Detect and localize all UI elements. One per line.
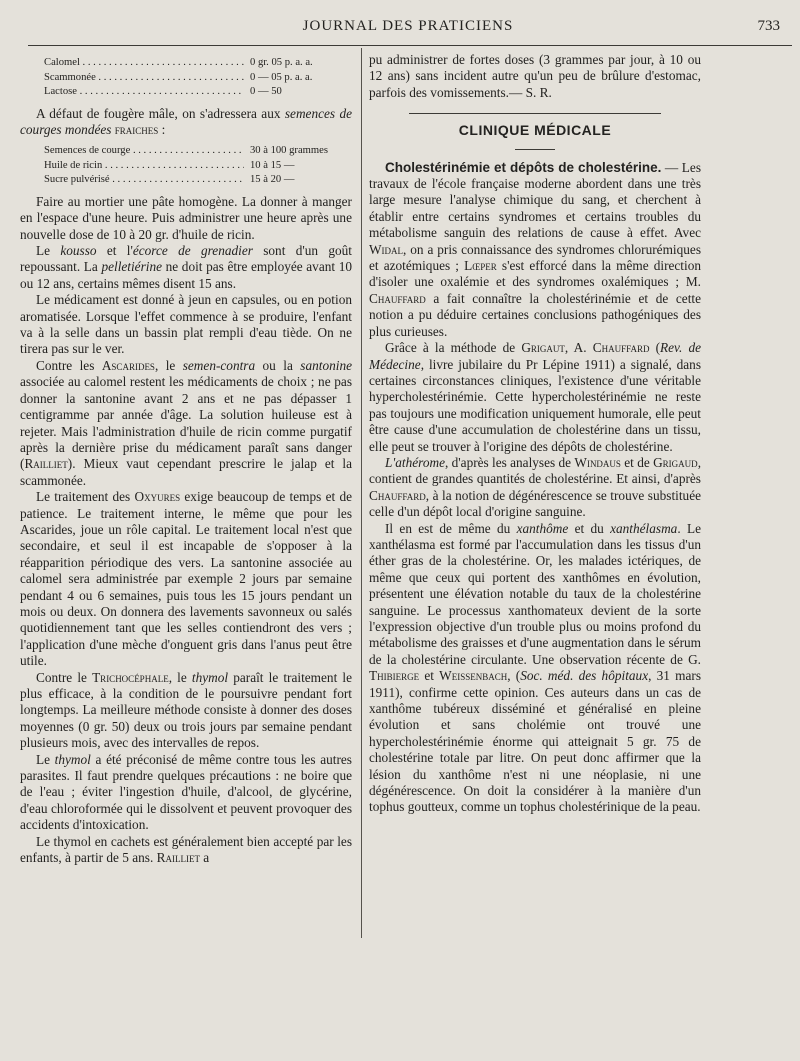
paragraph: Le kousso et l'écorce de grenadier sont d'un goût repoussant. La pelletiérine ne doit pas être employée avant 10 ou 12 ans, certains mêmes disent 15 ans. xyxy=(20,243,352,291)
column-divider xyxy=(361,48,362,938)
paragraph: Le thymol a été préconisé de même contre tous les autres parasites. Il faut prendre quelques précautions : ne boire que de l'eau ; éviter l'ingestion d'huile, d'alcool, de glycérine, d'eau chloroformée qui le dissolvent et peuvent provoquer des accidents d'intoxication. xyxy=(20,751,352,833)
recipe-quantity: 0 — 50 xyxy=(250,86,282,97)
paragraph: Contre les Ascarides, le semen-contra ou la santonine associée au calomel restent les médicaments de choix ; ne pas donner la santonine avant 2 ans et ne pas dépasser 1 centigramme par année d'âge. La solution huileuse est à rejeter. Mais l'administration d'huile de ricin comme purgatif après la dernière prise du médicament paraît sans danger (Railliet). Mieux vaut cependant prescrire le jalap et la scammonée. xyxy=(20,357,353,488)
article-title: Cholestérinémie et dépôts de cholestérine. xyxy=(385,159,662,175)
recipe-row xyxy=(20,144,352,159)
paragraph: Le médicament est donné à jeun en capsules, ou en potion aromatisée. Lorsque l'effet commence à se produire, l'enfant va à la selle dans un bassin plat rempli d'eau tiède. On ne tirera pas sur le ver. xyxy=(20,292,352,357)
prescription-calomel xyxy=(20,56,352,100)
recipe-quantity: 15 à 20 — xyxy=(250,174,295,186)
paragraph: Grâce à la méthode de Grigaut, A. Chauffard (Rev. de Médecine, livre jubilaire du Pr Lépine 1911) a signalé, dans certaines circonstances cliniques, l'existence d'une véritable hypercholestérinémie. Cette hypercholestérinémie ne reste pas toujours une modification uniquement humorale, elle peut être cause d'une accumulation de cholestérine dans un tissu, elle peut se trouver à l'origine des dépôts de cholestérine. xyxy=(369,340,701,454)
prescription-courge xyxy=(20,144,352,188)
running-header xyxy=(28,18,788,40)
paragraph: Cholestérinémie et dépôts de cholestérine. — Les travaux de l'école française moderne abordent dans une très large mesure l'analyse chimique du sang, et cherchent à établir entre certains syndromes et certains troubles du métabolisme sanguin des relations de cause à effet. Avec Widal, on a pris connaissance des syndromes chlorurémiques et azotémiques ; Lœper s'est efforcé dans la même direction d'isoler une oxalémie et des syndromes oxalémiques ; M. Chauffard a fait connaître la cholestérinémie et de cette notion a pu déduire certaines conclusions pathogéniques des plus curieuses. xyxy=(369,159,701,339)
recipe-ingredient: Huile de ricin . . . xyxy=(44,159,244,174)
recipe-quantity: 0 — 05 p. a. a. xyxy=(250,71,313,83)
recipe-row xyxy=(20,159,352,174)
recipe-ingredient: Semences de courge . . . xyxy=(44,144,244,159)
recipe-quantity: 10 à 15 — xyxy=(250,159,295,171)
recipe-row xyxy=(20,71,352,86)
recipe-row xyxy=(20,56,352,71)
recipe-ingredient: Lactose . . . xyxy=(44,85,244,100)
recipe-ingredient: Calomel . . . xyxy=(44,56,244,71)
paragraph: Contre le Trichocéphale, le thymol paraît le traitement le plus efficace, à la condition de le poursuivre pendant fort longtemps. La meilleure méthode consiste à donner des doses moyennes (0 gr. 50) deux ou trois jours par semaine pendant plusieurs mois, avec des intervalles de repos. xyxy=(20,669,352,751)
section-header xyxy=(409,113,661,149)
paragraph: pu administrer de fortes doses (3 grammes par jour, à 10 ou 12 ans) sans incident autre qu'un peu de brûlure d'estomac, parfois des vomissements.— S. R. xyxy=(369,52,701,100)
header-rule xyxy=(28,45,792,46)
recipe-ingredient: Sucre pulvérisé . . . xyxy=(44,173,244,188)
paragraph: A défaut de fougère mâle, on s'adressera aux semences de courges mondées fraiches : xyxy=(20,105,352,137)
paragraph: Le traitement des Oxyures exige beaucoup de temps et de patience. Le traitement interne, le même que pour les Ascarides, joue un rôle capital. Le traitement local n'est que secondaire, et seul il est incapable de s'opposer à la réapparition périodique des vers. La santonine associée au calomel sera administrée par exemple 2 jours par semaine pendant 4 ou 6 semaines, puis tous les 15 jours pendant un mois ou deux. On donnera des lavements savonneux ou salés quotidiennement tant que les selles contiendront des vers ; l'application d'une mèche d'onguent gris dans l'anus peut être utile. xyxy=(20,489,352,669)
paragraph: Le thymol en cachets est généralement bien accepté par les enfants, à partir de 5 ans. Railliet a xyxy=(20,833,352,866)
author-initials: S. R. xyxy=(525,84,552,100)
left-column xyxy=(20,56,352,866)
section-title: CLINIQUE MÉDICALE xyxy=(458,122,612,139)
section-rule xyxy=(515,149,555,150)
paragraph: Il en est de même du xanthôme et du xanthélasma. Le xanthélasma est formé par l'accumulation dans les tissus d'un éther gras de la cholestérine. Or, les malades ictériques, de même que ceux qui portent des xanthômes en évolution, présentent une élévation notable du taux de la cholestérine sanguine. Le processus xanthomateux devient de la sorte l'expression objective d'un trouble plus ou moins profond du métabolisme des graisses et d'une augmentation dans le sérum de la cholestérine circulante. Une observation récente de G. Thibierge et Weissenbach, (Soc. méd. des hôpitaux, 31 mars 1911), confirme cette opinion. Ces auteurs dans un cas de xanthôme tubéreux disséminé et généralisé en pleine évolution et sans cholémie ont trouvé une hypercholestérinémie énorme qui atteignait 5 gr. 75 de cholestérine totale par litre. On peut donc affirmer que la lésion du xanthôme n'est ni une néoplasie, ni une dégénérescence. On doit la considérer à la manière d'un tophus goutteux, comme un tophus cholestérinique de la peau. xyxy=(369,520,701,815)
journal-title: JOURNAL DES PRATICIENS xyxy=(302,18,514,34)
page-number: 733 xyxy=(757,18,780,34)
recipe-ingredient: Scammonée . . . xyxy=(44,71,244,86)
recipe-quantity: 0 gr. 05 p. a. a. xyxy=(250,57,313,68)
recipe-quantity: 30 à 100 grammes xyxy=(250,145,328,157)
paragraph: Faire au mortier une pâte homogène. La donner à manger en l'espace d'une heure. Puis administrer une heure après une nouvelle dose de 10 à 20 gr. d'huile de ricin. xyxy=(20,193,352,242)
right-column xyxy=(369,52,701,816)
paragraph: L'athérome, d'après les analyses de Windaus et de Grigaud, contient de grandes quantités de cholestérine. Et ainsi, d'après Chauffard, à la notion de dégénérescence se trouve substituée celle d'un dépôt local d'origine sanguine. xyxy=(369,454,702,520)
recipe-row xyxy=(20,173,352,188)
recipe-row xyxy=(20,85,352,100)
